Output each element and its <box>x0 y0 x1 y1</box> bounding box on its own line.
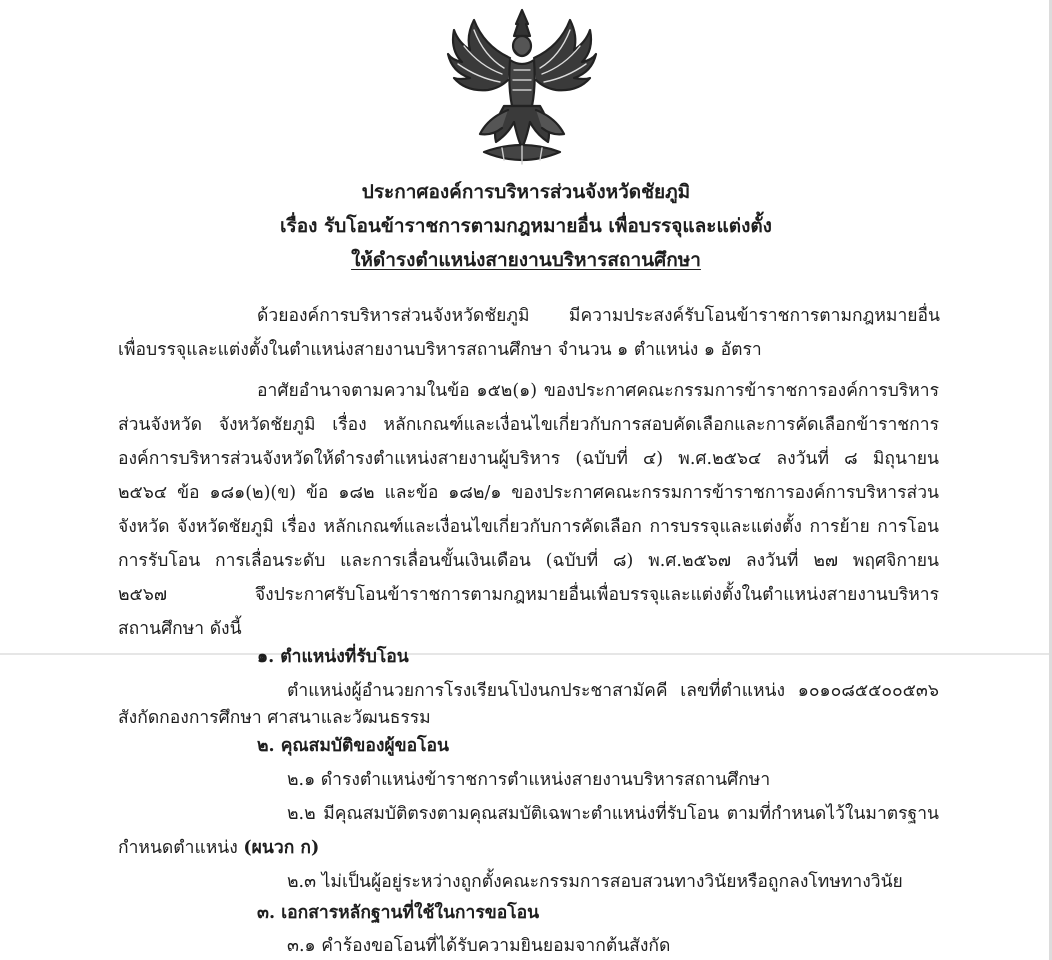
paragraph-2-line-4: ๒๕๖๔ ข้อ ๑๘๑(๒)(ข) ข้อ ๑๘๒ และข้อ ๑๘๒/๑ ของประกาศคณะกรรมการข้าราชการองค์การบริหารส่วน <box>118 483 939 503</box>
paragraph-2-line-6: การรับโอน การเลื่อนระดับ และการเลื่อนขั้นเงินเดือน (ฉบับที่ ๘) พ.ศ.๒๕๖๗ ลงวันที่ ๒๗ พฤศจิกายน <box>118 551 939 571</box>
section-2-heading: ๒. คุณสมบัติของผู้ขอโอน <box>257 736 449 756</box>
section-1-line-1: ตำแหน่งผู้อำนวยการโรงเรียนโป่งนกประชาสามัคคี เลขที่ตำแหน่ง ๑๐๑๐๘๕๕๐๐๕๓๖ <box>287 681 939 701</box>
section-1-line-2: สังกัดกองการศึกษา ศาสนาและวัฒนธรรม <box>118 708 431 728</box>
section-2-item-2-line-1: ๒.๒ มีคุณสมบัติตรงตามคุณสมบัติเฉพาะตำแหน่งที่รับโอน ตามที่กำหนดไว้ในมาตรฐาน <box>287 804 939 824</box>
paragraph-2-line-8: สถานศึกษา ดังนี้ <box>118 619 242 639</box>
paragraph-1-line-2: เพื่อบรรจุและแต่งตั้งในตำแหน่งสายงานบริหารสถานศึกษา จำนวน ๑ ตำแหน่ง ๑ อัตรา <box>118 340 762 360</box>
section-2-item-2-line-2 <box>118 836 319 860</box>
paragraph-2-line-5: จังหวัด จังหวัดชัยภูมิ เรื่อง หลักเกณฑ์และเงื่อนไขเกี่ยวกับการคัดเลือก การบรรจุและแต่งตั้ง การย้าย การโอน <box>118 517 939 537</box>
section-3-item-1: ๓.๑ คำร้องขอโอนที่ได้รับความยินยอมจากต้นสังกัด <box>287 936 671 956</box>
scan-fold-line <box>0 653 1052 655</box>
section-1-heading: ๑. ตำแหน่งที่รับโอน <box>257 647 409 667</box>
announcement-subject: เรื่อง รับโอนข้าราชการตามกฎหมายอื่น เพื่อบรรจุและแต่งตั้ง <box>280 215 772 237</box>
section-2-item-3: ๒.๓ ไม่เป็นผู้อยู่ระหว่างถูกตั้งคณะกรรมการสอบสวนทางวินัยหรือถูกลงโทษทางวินัย <box>287 872 903 892</box>
paragraph-2-line-2: ส่วนจังหวัด จังหวัดชัยภูมิ เรื่อง หลักเกณฑ์และเงื่อนไขเกี่ยวกับการสอบคัดเลือกและการคัดเลือกข้าราชการ <box>118 415 939 435</box>
section-2-item-1: ๒.๑ ดำรงตำแหน่งข้าราชการตำแหน่งสายงานบริหารสถานศึกษา <box>287 770 771 790</box>
annex-reference: (ผนวก ก) <box>243 838 320 858</box>
section-3-heading: ๓. เอกสารหลักฐานที่ใช้ในการขอโอน <box>257 903 540 923</box>
paragraph-1-line-1: ด้วยองค์การบริหารส่วนจังหวัดชัยภูมิ มีความประสงค์รับโอนข้าราชการตามกฎหมายอื่น <box>257 306 940 326</box>
announcement-subject-line2: ให้ดำรงตำแหน่งสายงานบริหารสถานศึกษา <box>351 249 701 271</box>
paragraph-2-line-7: ๒๕๖๗ จึงประกาศรับโอนข้าราชการตามกฎหมายอื่นเพื่อบรรจุและแต่งตั้งในตำแหน่งสายงานบริหาร <box>118 585 939 605</box>
section-2-item-2-text: กำหนดตำแหน่ง <box>118 838 238 858</box>
paragraph-2-line-3: องค์การบริหารส่วนจังหวัดให้ดำรงตำแหน่งสายงานผู้บริหาร (ฉบับที่ ๔) พ.ศ.๒๕๖๔ ลงวันที่ ๘ มิถุนายน <box>118 449 939 469</box>
paragraph-2-line-1: อาศัยอำนาจตามความในข้อ ๑๕๒(๑) ของประกาศคณะกรรมการข้าราชการองค์การบริหาร <box>257 381 939 401</box>
garuda-emblem-icon <box>444 6 600 168</box>
announcement-title: ประกาศองค์การบริหารส่วนจังหวัดชัยภูมิ <box>361 181 691 203</box>
